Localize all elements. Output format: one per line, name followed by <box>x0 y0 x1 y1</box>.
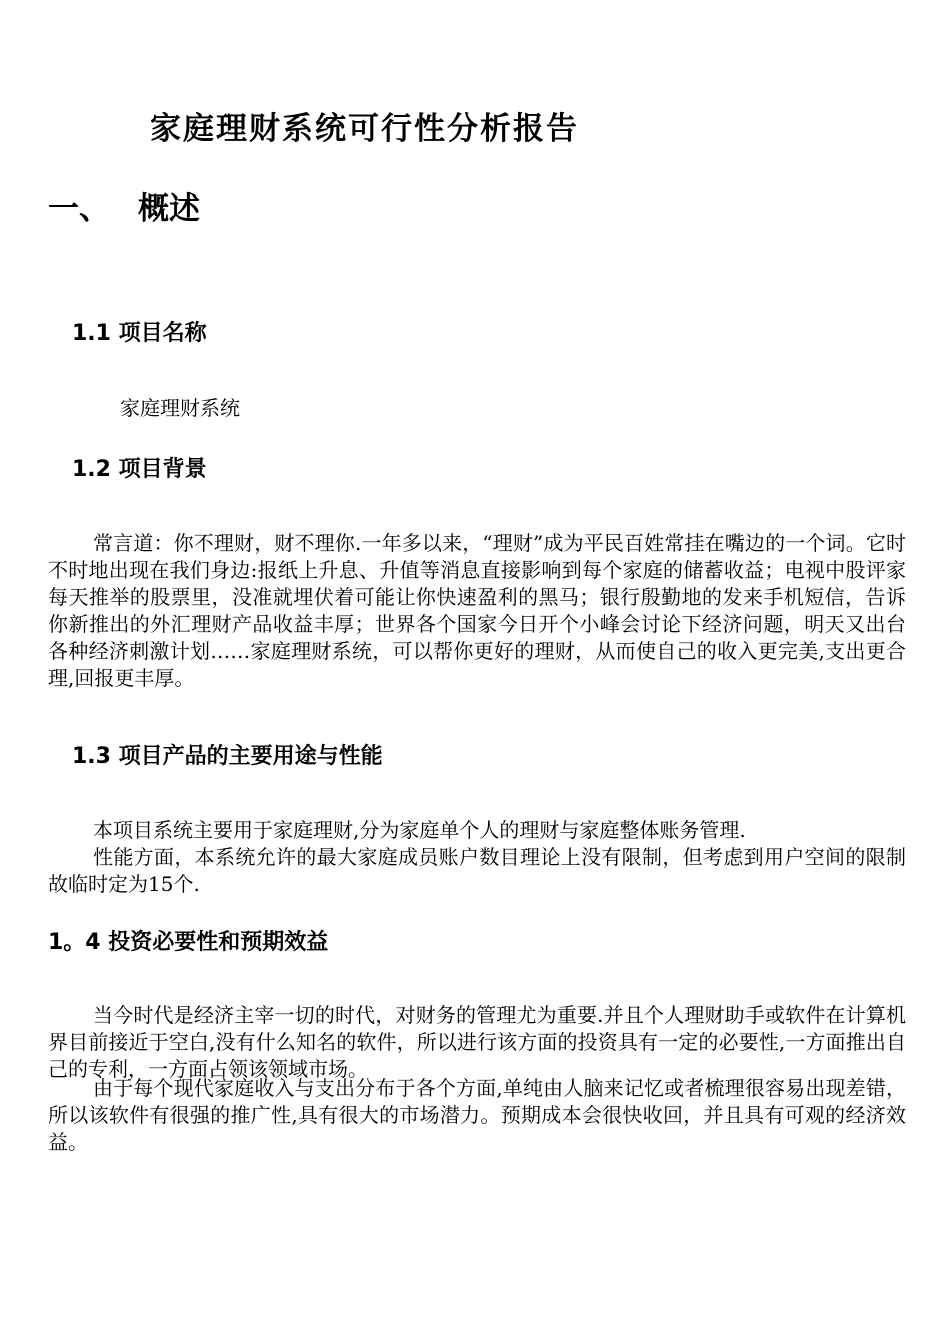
section-number: 一、 <box>48 191 110 227</box>
benefit-paragraph: 由于每个现代家庭收入与支出分布于各个方面,单纯由人脑来记忆或者梳理很容易出现差错，所以该软件有很强的推广性,具有很大的市场潜力。预期成本会很快收回，并且具有可观的经济效益。 <box>48 1076 906 1154</box>
necessity-paragraph: 当今时代是经济主宰一切的时代，对财务的管理尤为重要.并且个人理财助手或软件在计算机界目前接近于空白,没有什么知名的软件，所以进行该方面的投资具有一定的必要性,一方面推出自己的专利，一方面占领该领域市场。 <box>48 1003 906 1081</box>
usage-paragraph: 本项目系统主要用于家庭理财,分为家庭单个人的理财与家庭整体账务管理. <box>93 818 746 842</box>
subsection-heading-1-4: 1。4 投资必要性和预期效益 <box>48 930 329 955</box>
project-background-paragraph: 常言道：你不理财，财不理你.一年多以来，“理财”成为平民百姓常挂在嘴边的一个词。它时不时地出现在我们身边:报纸上升息、升值等消息直接影响到每个家庭的储蓄收益；电视中股评家每天推举的股票里，没准就埋伏着可能让你快速盈利的黑马；银行殷勤地的发来手机短信，告诉你新推出的外汇理财产品收益丰厚；世界各个国家今日开个小峰会讨论下经济问题，明天又出台各种经济刺激计划……家庭理财系统，可以帮你更好的理财，从而使自己的收入更完美,支出更合理,回报更丰厚。 <box>48 531 906 690</box>
subsection-heading-1-2: 1.2 项目背景 <box>72 457 207 482</box>
section-title: 概述 <box>138 191 200 227</box>
document-title: 家庭理财系统可行性分析报告 <box>150 111 579 147</box>
project-name-text: 家庭理财系统 <box>120 396 240 420</box>
section-heading-overview <box>48 183 200 228</box>
performance-paragraph: 性能方面，本系统允许的最大家庭成员账户数目理论上没有限制，但考虑到用户空间的限制故临时定为15个. <box>48 845 906 896</box>
subsection-heading-1-3: 1.3 项目产品的主要用途与性能 <box>72 744 383 769</box>
subsection-heading-1-1: 1.1 项目名称 <box>72 321 207 346</box>
